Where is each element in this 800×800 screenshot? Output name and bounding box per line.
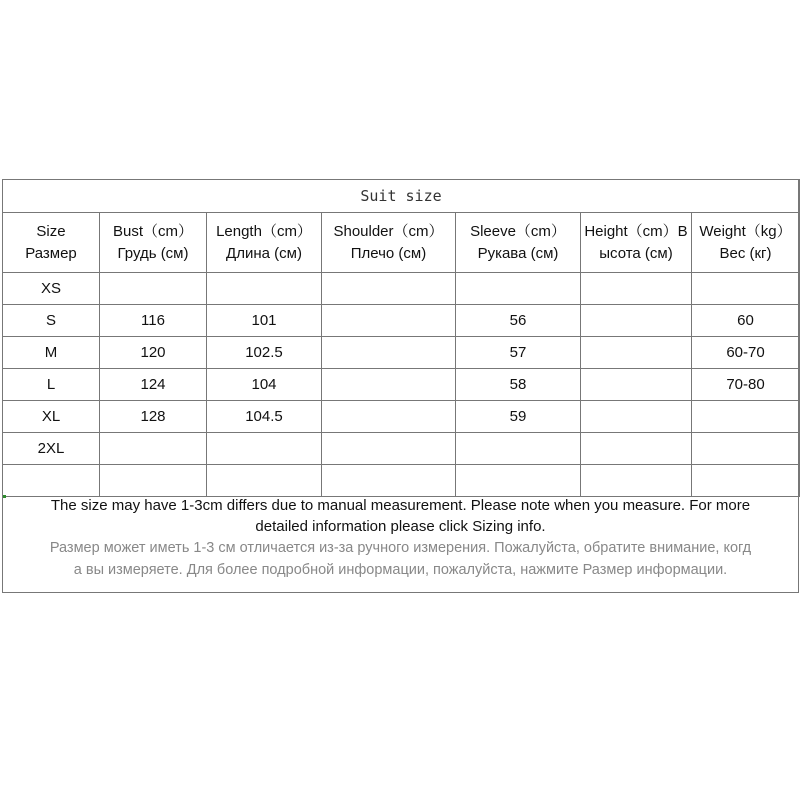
header-bust: Bust（cm） Грудь (см)	[100, 213, 207, 273]
cell-shoulder	[322, 273, 456, 305]
header-weight: Weight（kg） Вес (кг)	[692, 213, 800, 273]
cell-length: 104.5	[207, 401, 322, 433]
table-row-xl	[3, 401, 800, 433]
cell-shoulder	[322, 337, 456, 369]
cell-sleeve: 57	[456, 337, 581, 369]
cell-size: XS	[3, 273, 100, 305]
cell-shoulder	[322, 465, 456, 497]
header-height: Height（cm）В ысота (см)	[581, 213, 692, 273]
table-row-xs	[3, 273, 800, 305]
size-chart	[2, 179, 799, 593]
table-row-empty	[3, 465, 800, 497]
cell-length	[207, 273, 322, 305]
header-size: Size Размер	[3, 213, 100, 273]
cell-sleeve: 59	[456, 401, 581, 433]
cell-size: M	[3, 337, 100, 369]
cropped-text-fragment: ▔▔▔▔▔▔▔▔▔▔▔▔▔▔▔▔▔▔▔▔	[28, 170, 678, 176]
cell-bust: 128	[100, 401, 207, 433]
cell-height	[581, 401, 692, 433]
cell-size: L	[3, 369, 100, 401]
header-sleeve: Sleeve（cm） Рукава (см)	[456, 213, 581, 273]
cell-size	[3, 465, 100, 497]
measurement-note	[3, 495, 798, 581]
note-english-line-2: detailed information please click Sizing info.	[255, 518, 546, 535]
table-title: Suit size	[3, 180, 800, 213]
cell-height	[581, 369, 692, 401]
cell-length	[207, 465, 322, 497]
cell-length: 102.5	[207, 337, 322, 369]
table-row-m	[3, 337, 800, 369]
note-english	[3, 495, 798, 537]
cell-length: 104	[207, 369, 322, 401]
header-shoulder: Shoulder（cm） Плечо (см)	[322, 213, 456, 273]
cell-shoulder	[322, 401, 456, 433]
cell-shoulder	[322, 305, 456, 337]
header-length: Length（cm） Длина (см)	[207, 213, 322, 273]
note-russian	[3, 537, 798, 581]
cell-weight: 60-70	[692, 337, 800, 369]
table-row-s	[3, 305, 800, 337]
note-english-line-1: The size may have 1-3cm differs due to manual measurement. Please note when you measure. For more	[50, 497, 751, 514]
cell-bust	[100, 433, 207, 465]
cell-length	[207, 433, 322, 465]
cell-bust: 116	[100, 305, 207, 337]
cell-size: 2XL	[3, 433, 100, 465]
note-russian-line-2: а вы измеряете. Для более подробной информации, пожалуйста, нажмите Размер информации.	[73, 562, 728, 578]
cell-height	[581, 305, 692, 337]
cell-weight: 70-80	[692, 369, 800, 401]
cell-sleeve	[456, 433, 581, 465]
cell-weight	[692, 465, 800, 497]
corner-marker	[3, 495, 6, 498]
cell-shoulder	[322, 433, 456, 465]
note-russian-line-1: Размер может иметь 1-3 см отличается из-за ручного измерения. Пожалуйста, обратите внимание, когд	[49, 540, 752, 556]
cell-sleeve: 58	[456, 369, 581, 401]
cell-bust	[100, 465, 207, 497]
cell-sleeve	[456, 273, 581, 305]
table-row-l	[3, 369, 800, 401]
cell-height	[581, 465, 692, 497]
cell-shoulder	[322, 369, 456, 401]
cell-bust	[100, 273, 207, 305]
cell-length: 101	[207, 305, 322, 337]
cell-height	[581, 337, 692, 369]
cell-size: S	[3, 305, 100, 337]
table-row-2xl	[3, 433, 800, 465]
cell-weight	[692, 401, 800, 433]
cell-sleeve	[456, 465, 581, 497]
cell-weight	[692, 433, 800, 465]
cell-sleeve: 56	[456, 305, 581, 337]
cell-bust: 124	[100, 369, 207, 401]
size-table	[2, 179, 800, 497]
cell-size: XL	[3, 401, 100, 433]
cell-height	[581, 433, 692, 465]
cell-bust: 120	[100, 337, 207, 369]
cell-weight	[692, 273, 800, 305]
cell-height	[581, 273, 692, 305]
cell-weight: 60	[692, 305, 800, 337]
